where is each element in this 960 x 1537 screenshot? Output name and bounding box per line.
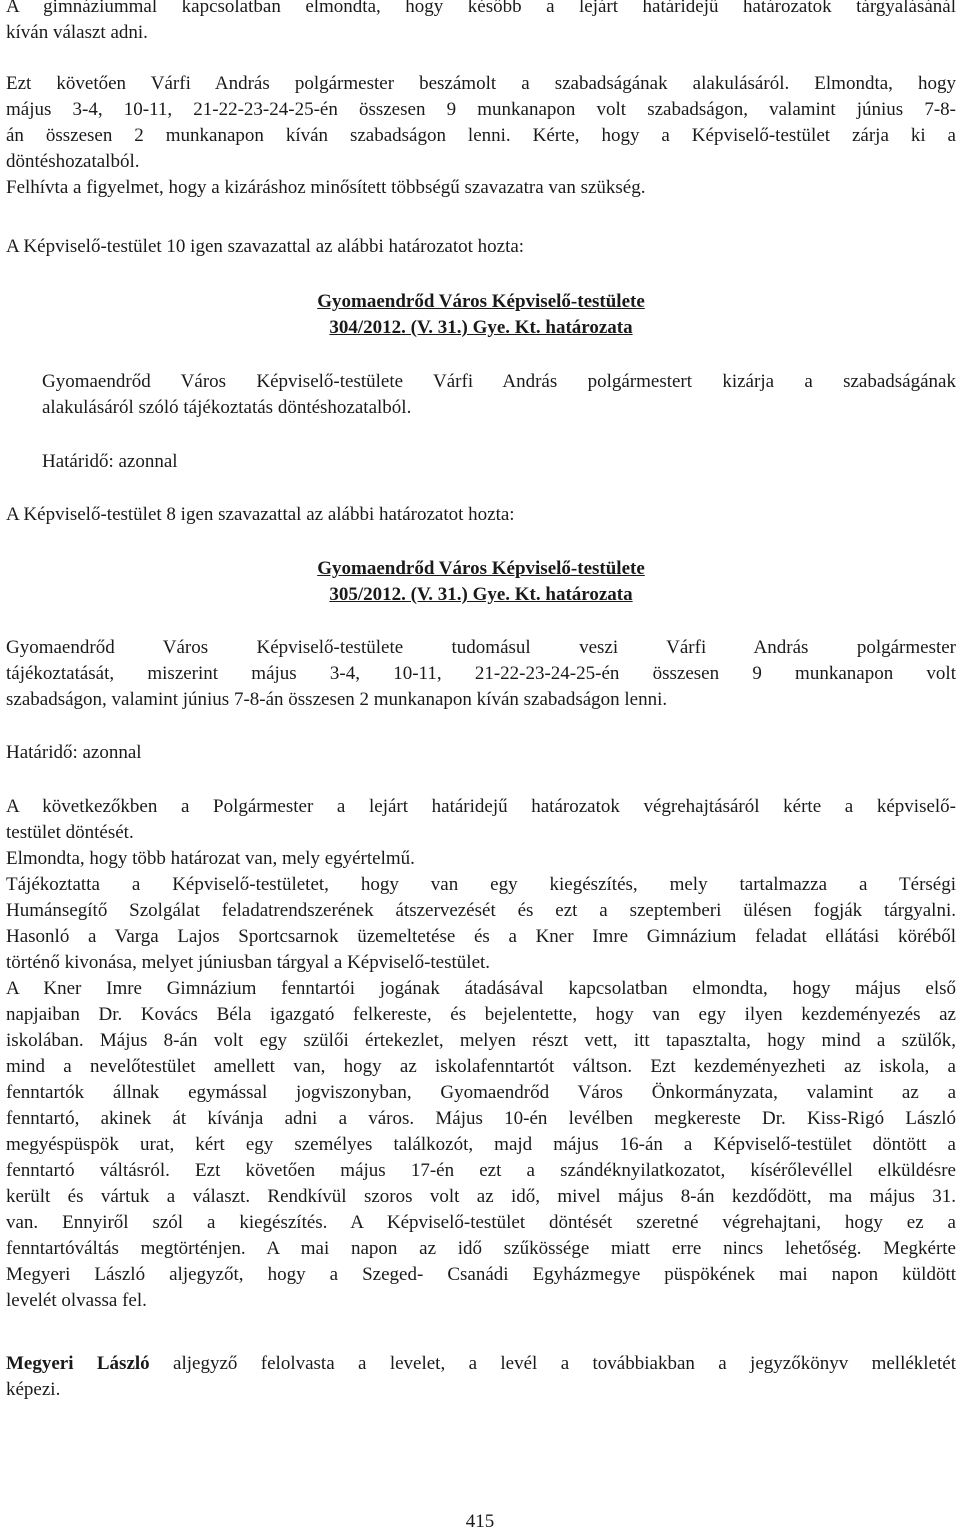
text-fragment: aljegyző felolvasta a levelet, a levél a továbbiakban a jegyzőkönyv mellékletét [149, 1353, 956, 1374]
resolution-1-deadline: Határidő: azonnal [42, 451, 178, 472]
text-line: A következőkben a Polgármester a lejárt határidejű határozatok végrehajtásáról kérte a képviselő- [6, 796, 956, 817]
resolution-1-title: Gyomaendrőd Város Képviselő-testülete [317, 291, 645, 312]
text-line: Hasonló a Varga Lajos Sportcsarnok üzemeltetése és a Kner Imre Gimnázium feladat ellátási köréből [6, 926, 956, 947]
page-number: 415 [465, 1511, 495, 1532]
paragraph-elmondta [6, 846, 956, 872]
text-line [6, 1351, 956, 1377]
text-line: fenntartó váltásról. Ezt követően május 17-én ezt a szándéknyilatkozatot, kísérőlevéllel elküldésre [6, 1160, 956, 1181]
paragraph-sportcsarnok [6, 924, 956, 976]
text-line: történő kivonása, melyet júniusban tárgyal a Képviselő-testület. [6, 952, 491, 973]
text-line: mind a nevelőtestület amellett van, hogy az iskolafenntartót váltson. Ezt kezdeményezheti az iskola, a [6, 1056, 956, 1077]
text-line: án összesen 2 munkanapon kíván szabadságon lenni. Kérte, hogy a Képviselő-testület zárja ki a [6, 125, 956, 146]
paragraph-gimnazium [6, 0, 956, 46]
text-line: Határidő: azonnal [6, 742, 142, 763]
text-line: van. Ennyiről szól a kiegészítés. A Képviselő-testület döntését szeretné végrehajtani, hogy ez a [6, 1212, 956, 1233]
text-line: fenntartók állnak egymással jogviszonyban, Gyomaendrőd Város Önkormányzata, valamint az a [6, 1082, 956, 1103]
paragraph-szavazas-1 [6, 234, 956, 260]
resolution-2-number: 305/2012. (V. 31.) Gye. Kt. határozata [329, 584, 633, 605]
text-line: kíván választ adni. [6, 22, 148, 43]
text-line: alakulásáról szóló tájékoztatás döntéshozatalból. [42, 397, 412, 418]
text-line: Gyomaendrőd Város Képviselő-testülete Várfi András polgármestert kizárja a szabadságának [42, 371, 956, 392]
paragraph-szabadsag [6, 71, 956, 175]
resolution-1-number: 304/2012. (V. 31.) Gye. Kt. határozata [329, 317, 633, 338]
text-line: Megyeri László aljegyzőt, hogy a Szeged- Csanádi Egyházmegye püspökének mai napon küldött [6, 1264, 956, 1285]
text-line: A Képviselő-testület 10 igen szavazattal az alábbi határozatot hozta: [6, 236, 525, 257]
resolution-2-title: Gyomaendrőd Város Képviselő-testülete [317, 558, 645, 579]
text-line: szabadságon, valamint június 7-8-án összesen 2 munkanapon kíván szabadságon lenni. [6, 689, 668, 710]
text-line: A Kner Imre Gimnázium fenntartói jogának átadásával kapcsolatban elmondta, hogy május első [6, 978, 956, 999]
text-line: testület döntését. [6, 822, 134, 843]
paragraph-kner-imre [6, 976, 956, 1314]
resolution-1-body [42, 369, 956, 421]
text-line: A gimnáziummal kapcsolatban elmondta, hogy később a lejárt határidejű határozatok tárgyalásánál [6, 0, 956, 17]
text-line: Gyomaendrőd Város Képviselő-testülete tudomásul veszi Várfi András polgármester [6, 637, 956, 658]
text-line: Humánsegítő Szolgálat feladatrendszerének átszervezését és ezt a szeptemberi ülésen fogják tárgyalni. [6, 900, 956, 921]
text-line: képezi. [6, 1379, 61, 1400]
text-line: megyéspüspök urat, kért egy személyes találkozót, majd május 16-án a Képviselő-testület döntött a [6, 1134, 956, 1155]
paragraph-figyelmeztetes [6, 175, 956, 201]
text-line: döntéshozatalból. [6, 151, 140, 172]
paragraph-szavazas-2 [6, 502, 956, 528]
text-line: Elmondta, hogy több határozat van, mely egyértelmű. [6, 848, 415, 869]
text-line: május 3-4, 10-11, 21-22-23-24-25-én összesen 9 munkanapon volt szabadságon, valamint június 7-8- [6, 99, 956, 120]
text-line: fenntartóváltás megtörténjen. A mai napon az idő szűkössége miatt erre nincs lehetőség. Megkérte [6, 1238, 956, 1259]
text-line: A Képviselő-testület 8 igen szavazattal az alábbi határozatot hozta: [6, 504, 515, 525]
text-line: Ezt követően Várfi András polgármester beszámolt a szabadságának alakulásáról. Elmondta, hogy [6, 73, 956, 94]
paragraph-lejart-hatarozatok [6, 794, 956, 846]
resolution-2-deadline [6, 740, 956, 766]
text-line: iskolában. Május 8-án volt egy szülői értekezlet, melyen részt vett, itt tapasztalta, hogy mind a szülők, [6, 1030, 956, 1051]
text-line: fenntartó, akinek át kívánja adni a város. Május 10-én levélben megkereste Dr. Kiss-Rigó László [6, 1108, 956, 1129]
text-line: Felhívta a figyelmet, hogy a kizáráshoz minősített többségű szavazatra van szükség. [6, 177, 646, 198]
text-line: került és vártuk a választ. Rendkívül szoros volt az idő, mivel május 8-án kezdődött, ma május 31. [6, 1186, 956, 1207]
speaker-name: Megyeri László [6, 1353, 150, 1374]
text-line: Tájékoztatta a Képviselő-testületet, hogy van egy kiegészítés, mely tartalmazza a Térségi [6, 874, 956, 895]
paragraph-kiegeszites [6, 872, 956, 924]
text-line: tájékoztatását, miszerint május 3-4, 10-11, 21-22-23-24-25-én összesen 9 munkanapon volt [6, 663, 956, 684]
text-line: napjaiban Dr. Kovács Béla igazgató felkereste, és bejelentette, hogy van egy ilyen kezdeményezés az [6, 1004, 956, 1025]
paragraph-felolvasas [6, 1351, 956, 1403]
text-line: levelét olvassa fel. [6, 1290, 147, 1311]
resolution-2-body [6, 635, 956, 713]
